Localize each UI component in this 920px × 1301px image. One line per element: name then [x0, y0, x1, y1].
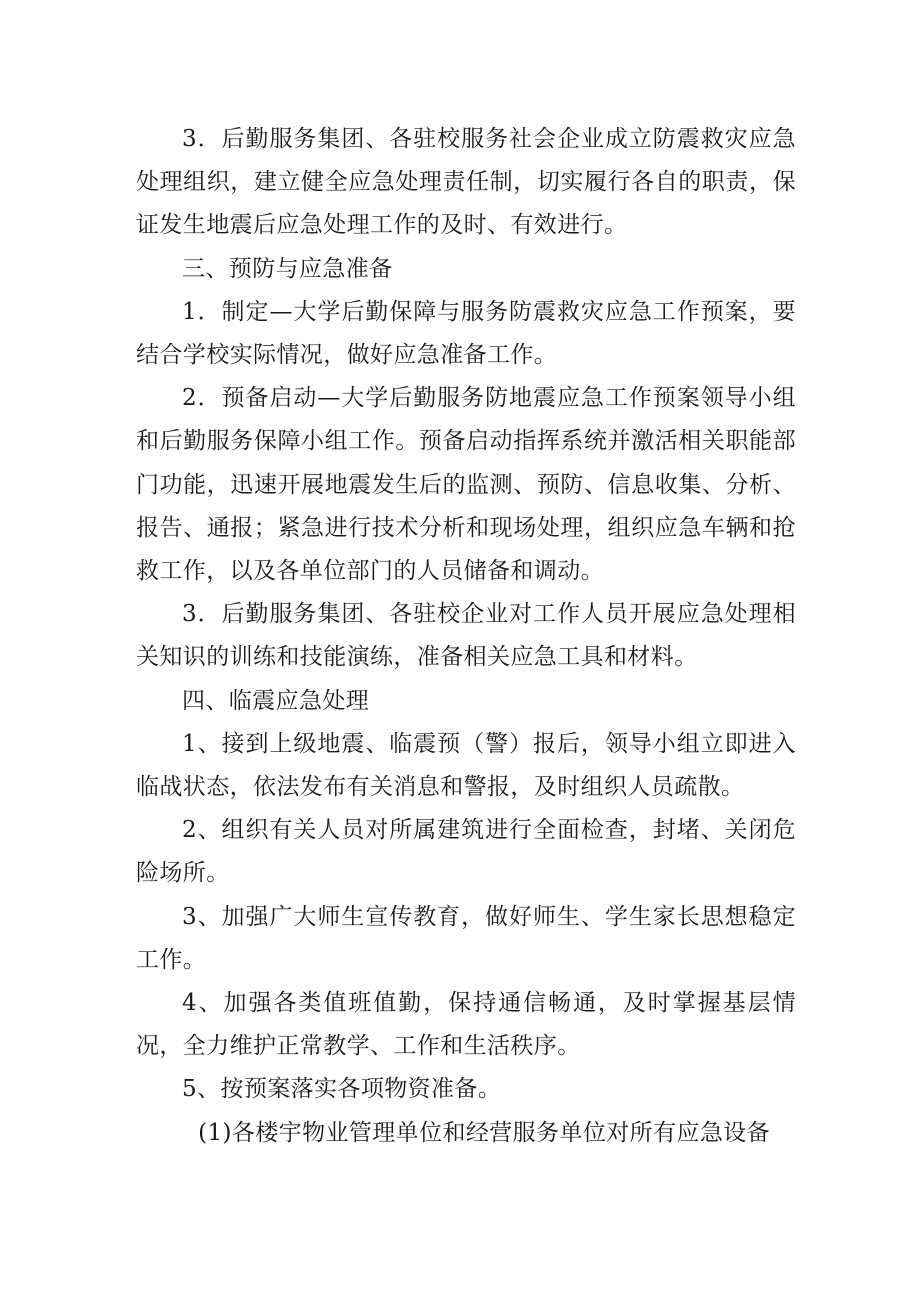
paragraph-staff-training: 3．后勤服务集团、各驻校企业对工作人员开展应急处理相关知识的训练和技能演练，准备相关应急工具和材料。: [136, 601, 796, 671]
paragraph-plan-formulation: 1．制定—大学后勤保障与服务防震救灾应急工作预案，要结合学校实际情况，做好应急准备工作。: [136, 298, 796, 369]
section-heading-imminent-response: 四、临震应急处理: [182, 687, 370, 714]
document-body: [136, 118, 796, 1155]
paragraph-publicity-education: 3、加强广大师生宣传教育，做好师生、学生家长思想稳定工作。: [136, 903, 796, 973]
paragraph-emergency-organization: 3．后勤服务集团、各驻校服务社会企业成立防震救灾应急处理组织，建立健全应急处理责任制，切实履行各自的职责，保证发生地震后应急处理工作的及时、有效进行。: [136, 126, 796, 239]
paragraph-warning-response: 1、接到上级地震、临震预（警）报后，领导小组立即进入临战状态，依法发布有关消息和警报，及时组织人员疏散。: [136, 730, 796, 801]
section-heading-prevention: 三、预防与应急准备: [182, 255, 393, 282]
paragraph-building-inspection: 2、组织有关人员对所属建筑进行全面检查，封堵、关闭危险场所。: [136, 817, 796, 887]
paragraph-plan-activation: 2．预备启动—大学后勤服务防地震应急工作预案领导小组和后勤服务保障小组工作。预备启动指挥系统并激活相关职能部门功能，迅速开展地震发生后的监测、预防、信息收集、分析、报告、通报；紧急进行技术分析和现场处理，组织应急车辆和抢救工作，以及各单位部门的人员储备和调动。: [136, 385, 796, 585]
paragraph-material-preparation: 5、按预案落实各项物资准备。: [182, 1076, 502, 1103]
paragraph-duty-communication: 4、加强各类值班值勤，保持通信畅通，及时掌握基层情况，全力维护正常教学、工作和生活秩序。: [136, 990, 796, 1060]
paragraph-equipment-subitem: (1)各楼宇物业管理单位和经营服务单位对所有应急设备: [198, 1119, 771, 1146]
